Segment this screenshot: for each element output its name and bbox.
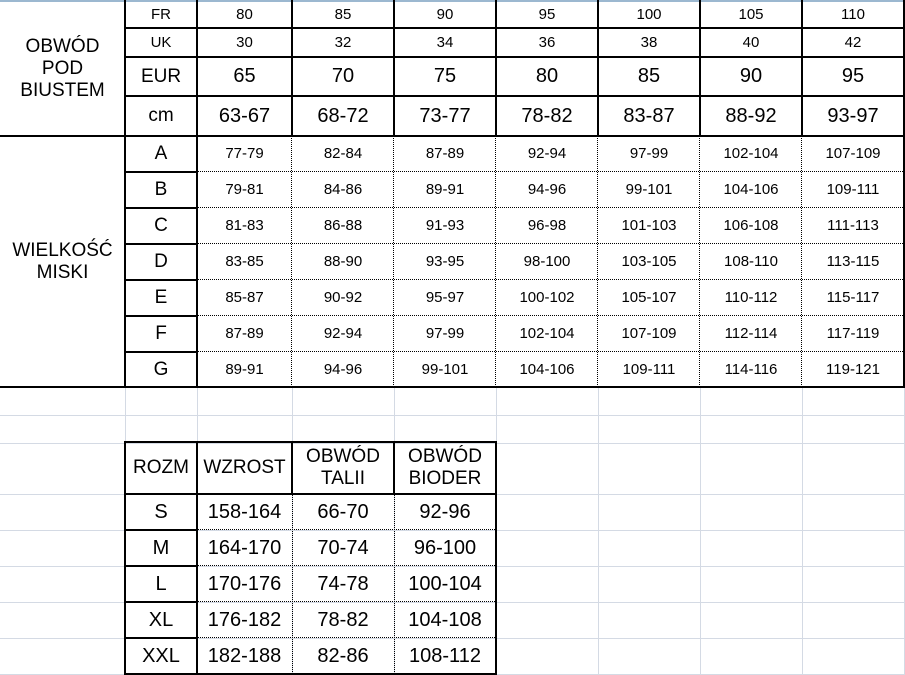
gridline-v	[802, 387, 803, 675]
border-v	[291, 0, 293, 136]
size-value-cell: 70	[331, 65, 355, 87]
cup-measure-cell: 106-108	[723, 217, 779, 235]
clothing-measure-cell: 164-170	[207, 536, 282, 559]
cup-group-label	[0, 136, 125, 387]
cup-measure-cell: 82-84	[323, 145, 363, 163]
border-h	[125, 243, 197, 245]
clothing-measure-cell: 100-104	[408, 572, 482, 595]
clothing-size-label: S	[154, 500, 168, 523]
cup-measure-cell: 97-99	[425, 325, 465, 343]
cup-letter-label: D	[154, 251, 168, 273]
clothing-header-cell	[394, 442, 496, 494]
cup-measure-cell: 99-101	[625, 181, 673, 199]
cup-measure-cell: 96-98	[527, 217, 567, 235]
clothing-measure-cell: 176-182	[207, 608, 282, 631]
size-system-label: EUR	[140, 65, 182, 87]
border-h	[125, 529, 197, 531]
border-h	[125, 207, 197, 209]
border-v	[196, 136, 198, 387]
clothing-size-label: XL	[148, 608, 174, 631]
border-v	[196, 0, 198, 136]
cup-letter-label: A	[154, 143, 168, 165]
clothing-measure-cell: 78-82	[317, 608, 369, 631]
size-system-label: FR	[151, 6, 171, 24]
cup-measure-cell: 95-97	[425, 289, 465, 307]
dotted-border	[198, 637, 495, 638]
cup-measure-cell: 87-89	[425, 145, 465, 163]
dotted-border	[198, 315, 903, 316]
gridline-h	[0, 415, 905, 416]
cup-measure-cell: 92-94	[527, 145, 567, 163]
cup-measure-cell: 92-94	[323, 325, 363, 343]
dotted-border	[597, 136, 598, 387]
clothing-header-cell	[197, 442, 292, 494]
size-value-cell: 105	[738, 6, 764, 24]
clothing-measure-cell: 74-78	[317, 572, 369, 595]
dotted-border	[198, 279, 903, 280]
cup-measure-cell: 91-93	[425, 217, 465, 235]
cup-letter-label: B	[154, 179, 168, 201]
border-h	[125, 637, 197, 639]
cup-measure-cell: 88-90	[323, 253, 363, 271]
cup-measure-cell: 93-95	[425, 253, 465, 271]
clothing-measure-cell: 70-74	[317, 536, 369, 559]
size-value-cell: 80	[236, 6, 253, 24]
border-v	[699, 0, 701, 136]
border-v	[801, 0, 803, 136]
clothing-measure-cell: 170-176	[207, 572, 282, 595]
cup-measure-cell: 107-109	[825, 145, 881, 163]
cup-measure-cell: 102-104	[723, 145, 779, 163]
cup-measure-cell: 83-85	[225, 253, 264, 271]
clothing-measure-cell: 158-164	[207, 500, 282, 523]
size-value-cell: 80	[535, 65, 559, 87]
cup-measure-cell: 119-121	[826, 360, 880, 378]
size-system-label: cm	[148, 105, 174, 127]
size-value-cell: 32	[334, 33, 352, 51]
cup-measure-cell: 90-92	[323, 289, 363, 307]
size-value-cell: 75	[433, 65, 457, 87]
cup-measure-cell: 117-119	[826, 325, 880, 343]
dotted-border	[291, 136, 292, 387]
size-value-cell: 38	[640, 33, 658, 51]
dotted-border	[198, 529, 495, 530]
size-value-cell: 95	[538, 6, 556, 24]
clothing-header-cell	[292, 442, 394, 494]
size-value-cell: 42	[844, 33, 862, 51]
clothing-size-label: M	[152, 536, 170, 559]
border-v	[597, 0, 599, 136]
clothing-measure-cell: 108-112	[409, 644, 481, 667]
clothing-header-cell	[125, 442, 197, 494]
dotted-border	[198, 565, 495, 566]
cup-measure-cell: 97-99	[629, 145, 669, 163]
cup-measure-cell: 84-86	[323, 181, 363, 199]
cup-measure-cell: 105-107	[621, 289, 677, 307]
clothing-header-text: ROZM	[133, 457, 189, 479]
clothing-measure-cell: 182-188	[207, 644, 282, 667]
dotted-border	[393, 136, 394, 387]
size-value-cell: 95	[841, 65, 865, 87]
size-value-cell: 83-87	[623, 104, 675, 127]
cup-measure-cell: 102-104	[519, 325, 575, 343]
gridline-v	[598, 387, 599, 675]
cup-measure-cell: 89-91	[425, 181, 465, 199]
border-v	[124, 441, 126, 675]
clothing-size-label: XXL	[142, 644, 180, 667]
cup-measure-cell: 98-100	[523, 253, 571, 271]
clothing-header-text: OBWÓD BIODER	[408, 446, 482, 489]
cup-measure-cell: 108-110	[724, 253, 778, 271]
dotted-border	[699, 136, 700, 387]
size-value-cell: 88-92	[725, 104, 777, 127]
cup-measure-cell: 81-83	[225, 217, 264, 235]
cup-measure-cell: 85-87	[225, 289, 264, 307]
border-h	[125, 565, 197, 567]
clothing-measure-cell: 96-100	[413, 536, 477, 559]
border-h	[125, 95, 905, 97]
size-value-cell: 85	[637, 65, 661, 87]
size-value-cell: 85	[334, 6, 352, 24]
cup-measure-cell: 113-115	[826, 253, 880, 271]
cup-measure-cell: 114-116	[724, 360, 778, 378]
clothing-header-text: WZROST	[203, 457, 286, 479]
clothing-measure-cell: 92-96	[419, 500, 471, 523]
clothing-header-text: OBWÓD TALII	[306, 446, 380, 489]
cup-letter-label: E	[154, 287, 168, 309]
cup-letter-label: G	[153, 358, 169, 380]
border-h	[125, 279, 197, 281]
cup-group-label-text: WIELKOŚĆ MISKI	[12, 239, 113, 283]
cup-measure-cell: 99-101	[421, 360, 469, 378]
border-h	[125, 27, 905, 29]
border-h	[0, 386, 905, 388]
border-h	[125, 351, 197, 353]
clothing-measure-cell: 104-108	[408, 608, 482, 631]
size-value-cell: 73-77	[419, 104, 471, 127]
cup-measure-cell: 94-96	[527, 181, 567, 199]
cup-letter-label: F	[155, 323, 167, 345]
border-v	[196, 441, 198, 675]
cup-measure-cell: 109-111	[622, 360, 676, 378]
cup-measure-cell: 100-102	[519, 289, 575, 307]
size-value-cell: 63-67	[218, 104, 271, 127]
cup-measure-cell: 89-91	[225, 360, 264, 378]
size-value-cell: 36	[538, 33, 556, 51]
cup-measure-cell: 115-117	[826, 289, 880, 307]
cup-measure-cell: 103-105	[621, 253, 677, 271]
cup-measure-cell: 104-106	[519, 360, 575, 378]
size-value-cell: 93-97	[827, 104, 879, 127]
clothing-size-label: L	[155, 572, 167, 595]
dotted-border	[198, 351, 903, 352]
cup-letter-label: C	[154, 215, 168, 237]
border-h	[0, 135, 905, 137]
size-system-label: UK	[150, 33, 172, 51]
size-value-cell: 30	[236, 33, 253, 51]
border-h	[125, 171, 197, 173]
size-value-cell: 90	[436, 6, 454, 24]
clothing-measure-cell: 66-70	[317, 500, 369, 523]
dotted-border	[198, 207, 903, 208]
dotted-border	[292, 494, 293, 674]
cup-measure-cell: 101-103	[621, 217, 677, 235]
border-h	[124, 441, 497, 443]
size-value-cell: 40	[742, 33, 760, 51]
dotted-border	[198, 243, 903, 244]
size-value-cell: 78-82	[521, 104, 573, 127]
clothing-measure-cell: 82-86	[317, 644, 369, 667]
border-h	[125, 601, 197, 603]
border-v	[393, 0, 395, 136]
cup-measure-cell: 111-113	[827, 217, 879, 235]
cup-measure-cell: 77-79	[225, 145, 264, 163]
cup-measure-cell: 94-96	[323, 360, 363, 378]
size-value-cell: 110	[841, 6, 865, 24]
band-group-label	[0, 2, 125, 136]
dotted-border	[495, 136, 496, 387]
cup-measure-cell: 112-114	[724, 325, 778, 343]
dotted-border	[198, 171, 903, 172]
dotted-border	[394, 494, 395, 674]
cup-measure-cell: 104-106	[723, 181, 779, 199]
border-h	[125, 56, 905, 58]
size-value-cell: 68-72	[317, 104, 369, 127]
cup-measure-cell: 109-111	[826, 181, 880, 199]
border-v	[124, 0, 126, 388]
dotted-border	[198, 601, 495, 602]
border-v	[291, 441, 293, 494]
border-v	[495, 441, 497, 675]
size-value-cell: 65	[233, 65, 256, 87]
border-h	[125, 315, 197, 317]
band-group-label-text: OBWÓD POD BIUSTEM	[20, 36, 105, 101]
cup-measure-cell: 79-81	[225, 181, 264, 199]
gridline-v	[700, 387, 701, 675]
dotted-border	[801, 136, 802, 387]
cup-measure-cell: 110-112	[724, 289, 778, 307]
size-value-cell: 90	[739, 65, 763, 87]
border-v	[393, 441, 395, 494]
size-value-cell: 34	[436, 33, 454, 51]
cup-measure-cell: 86-88	[323, 217, 363, 235]
border-h	[124, 493, 497, 495]
border-v	[495, 0, 497, 136]
size-value-cell: 100	[636, 6, 662, 24]
cup-measure-cell: 87-89	[225, 325, 264, 343]
cup-measure-cell: 107-109	[621, 325, 677, 343]
